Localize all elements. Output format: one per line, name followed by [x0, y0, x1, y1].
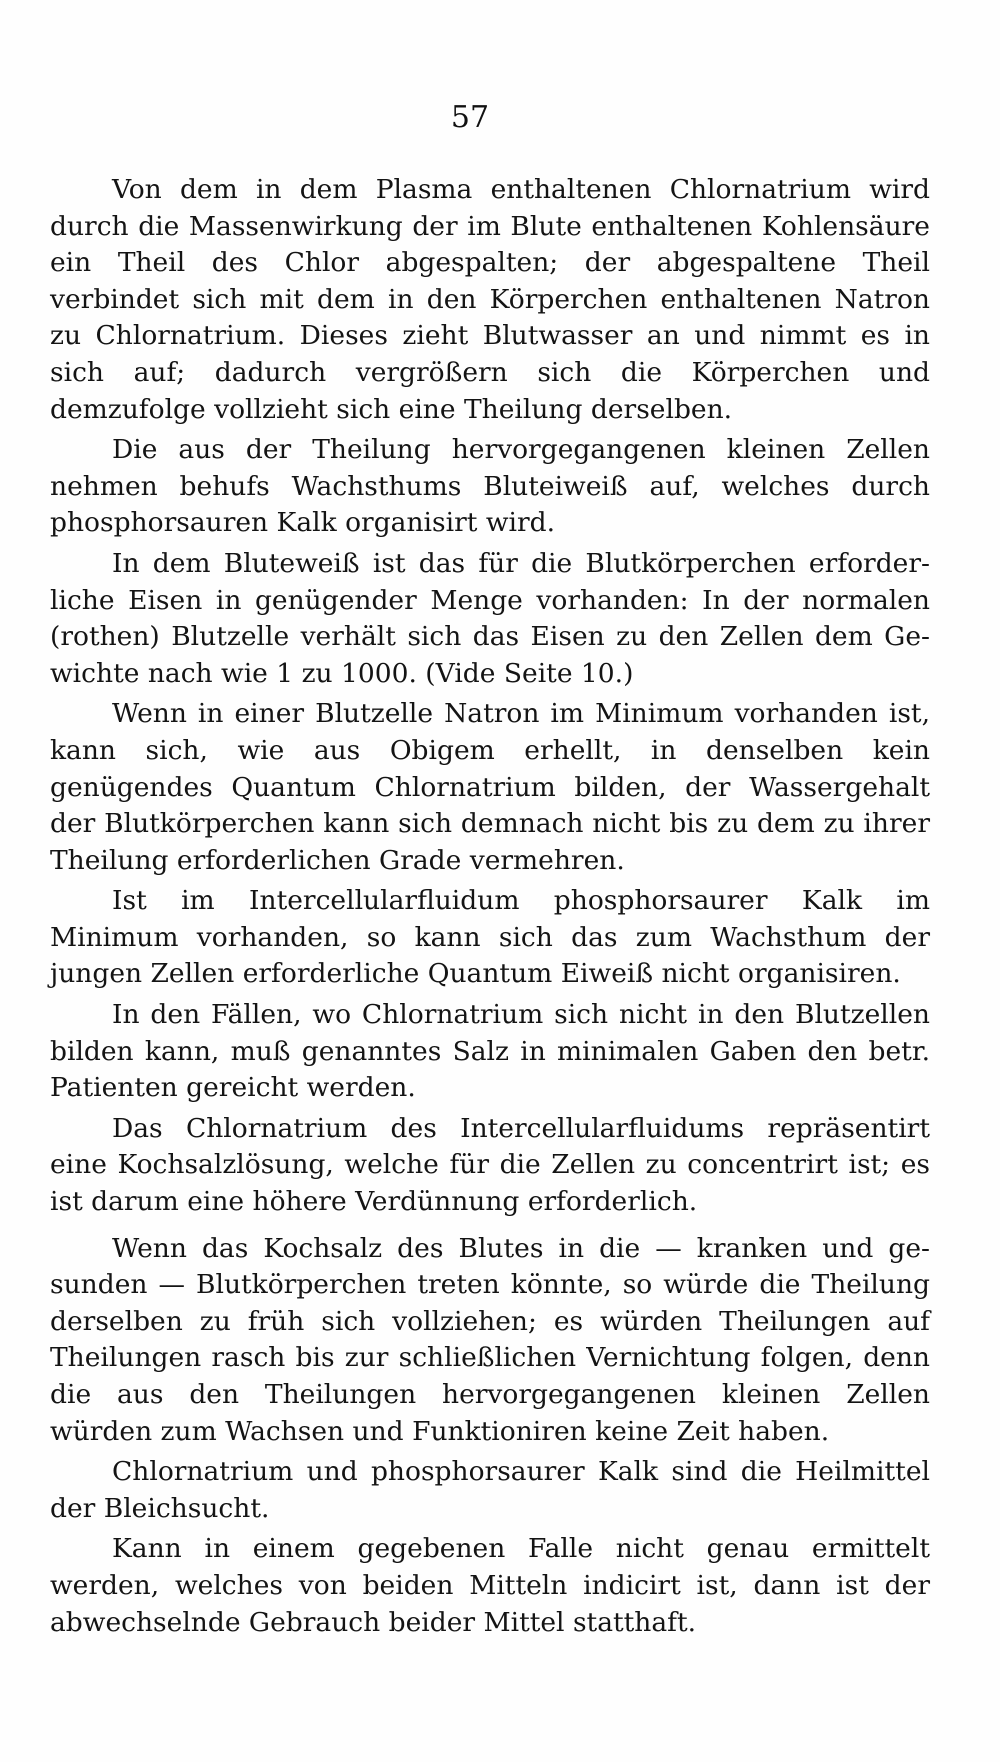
paragraph-theilung-zellen: Die aus der Theilung hervorgegangenen kleinen Zellen nehmen behufs Wachsthums Bluteiweiß auf, welches durch phosphorsauren Kalk organisirt wird.	[50, 434, 930, 539]
paragraph-natron-minimum: Wenn in einer Blutzelle Natron im Minimum vorhanden ist, kann sich, wie aus Obigem erhellt, in denselben kein genügendes Quantum Chlornatrium bilden, der Wassergehalt der Blutkörperchen kann sich demnach nicht bis zu dem zu ihrer Theilung erforderlichen Grade vermehren.	[50, 698, 930, 876]
page-number: 57	[450, 100, 490, 135]
paragraph-kochsalzloesung: Das Chlornatrium des Intercellularfluidums repräsentirt eine Kochsalzlösung, welche für die Zellen zu concentrirt ist; es ist darum eine höhere Verdünnung erforderlich.	[50, 1112, 930, 1218]
paragraph-salz-gaben: In den Fällen, wo Chlornatrium sich nicht in den Blutzellen bilden kann, muß genanntes Salz in minimalen Gaben den betr. Patienten gereicht werden.	[50, 999, 930, 1104]
paragraph-gebrauch: Kann in einem gegebenen Falle nicht genau ermittelt werden, welches von beiden Mitteln indicirt ist, dann ist der abwechselnde Gebrauch beider Mittel statthaft.	[50, 1533, 930, 1638]
paragraph-eisen: In dem Bluteweiß ist das für die Blutkörperchen erforderliche Eisen in genügender Menge vorhanden: In der normalen (rothen) Blutzelle verhält sich das Eisen zu den Zellen dem Gewichte nach wie 1 zu 1000. (Vide Seite 10.)	[50, 547, 930, 689]
body-text	[50, 172, 930, 1645]
paragraph-chlornatrium-plasma: Von dem in dem Plasma enthaltenen Chlornatrium wird durch die Massenwirkung der im Blute enthaltenen Kohlensäure ein Theil des Chlor abgespalten; der abgespaltene Theil verbindet sich mit dem in den Körperchen enthaltenen Natron zu Chlornatrium. Dieses zieht Blutwasser an und nimmt es in sich auf; dadurch vergrößern sich die Körperchen und demzufolge vollzieht sich eine Theilung derselben.	[50, 174, 930, 425]
paragraph-kalk-minimum: Ist im Intercellularfluidum phosphorsaurer Kalk im Minimum vorhanden, so kann sich das zum Wachsthum der jungen Zellen erforderliche Quantum Eiweiß nicht organisiren.	[50, 885, 930, 990]
paragraph-kochsalz-blut: Wenn das Kochsalz des Blutes in die — kranken und gesunden — Blutkörperchen treten könnte, so würde die Theilung derselben zu früh sich vollziehen; es würden Theilungen auf Theilungen rasch bis zur schließlichen Vernichtung folgen, denn die aus den Theilungen hervorgegangenen kleinen Zellen würden zum Wachsen und Funktioniren keine Zeit haben.	[50, 1232, 930, 1447]
paragraph-heilmittel: Chlornatrium und phosphorsaurer Kalk sind die Heilmittel der Bleichsucht.	[50, 1456, 930, 1524]
